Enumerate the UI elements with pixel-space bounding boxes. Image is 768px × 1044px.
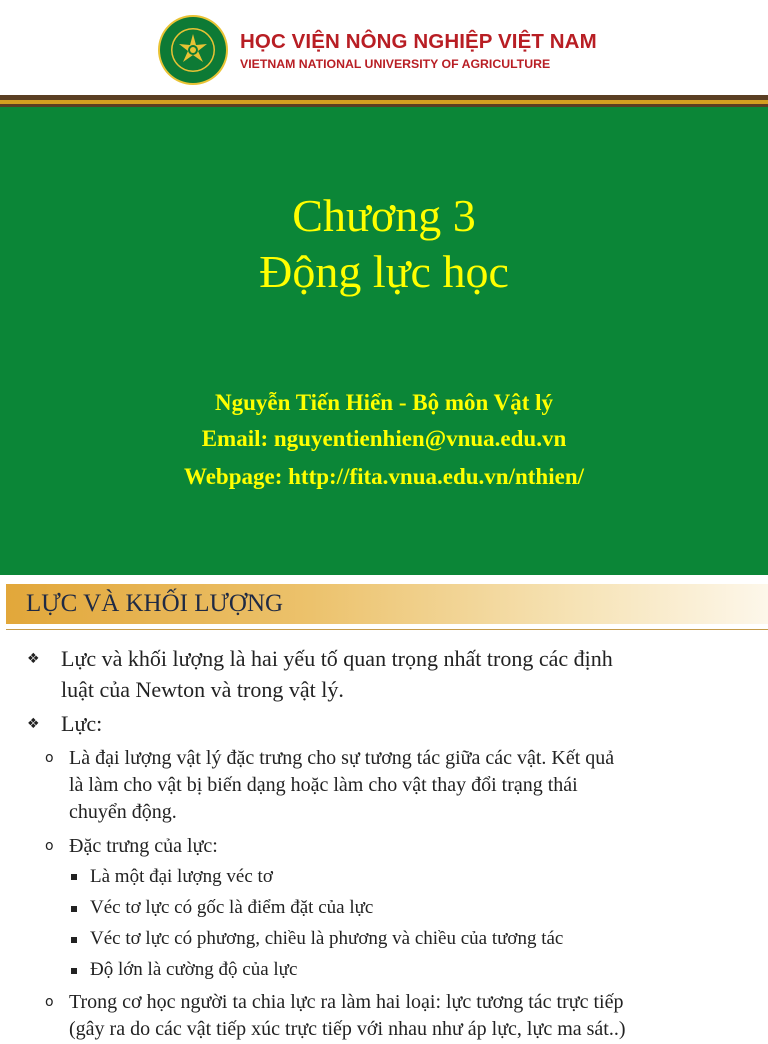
detail-line: Véc tơ lực có gốc là điểm đặt của lực [90, 897, 374, 918]
sub-paragraph-line: (gây ra do các vật tiếp xúc trực tiếp với nhau như áp lực, lực ma sát..) [69, 1018, 626, 1040]
sub-paragraph-line: chuyển động. [69, 801, 177, 823]
diamond-bullet-icon: ❖ [27, 651, 40, 667]
detail-line: Véc tơ lực có phương, chiều là phương và chiều của tương tác [90, 928, 564, 949]
diamond-bullet-icon: ❖ [27, 716, 40, 732]
square-bullet-icon [71, 968, 77, 974]
sub-paragraph-line: Trong cơ học người ta chia lực ra làm hai loại: lực tương tác trực tiếp [69, 991, 624, 1013]
chapter-number: Chương 3 [292, 190, 476, 241]
section-heading: LỰC VÀ KHỐI LƯỢNG [26, 590, 284, 617]
circle-bullet-icon: o [45, 994, 54, 1010]
university-name-vn: HỌC VIỆN NÔNG NGHIỆP VIỆT NAM [240, 30, 597, 53]
author-line: Nguyễn Tiến Hiển - Bộ môn Vật lý [214, 390, 554, 415]
sub-paragraph-line: Là đại lượng vật lý đặc trưng cho sự tương tác giữa các vật. Kết quả [69, 747, 615, 769]
paragraph-line: Lực và khối lượng là hai yếu tố quan trọng nhất trong các định [61, 646, 613, 671]
webpage-line[interactable]: Webpage: http://fita.vnua.edu.vn/nthien/ [183, 464, 585, 489]
paragraph-line: Lực: [61, 711, 103, 736]
detail-line: Độ lớn là cường độ của lực [90, 959, 298, 980]
square-bullet-icon [71, 906, 77, 912]
university-name-en: VIETNAM NATIONAL UNIVERSITY OF AGRICULTURE [240, 57, 551, 71]
detail-line: Là một đại lượng véc tơ [90, 866, 273, 887]
square-bullet-icon [71, 937, 77, 943]
chapter-title: Động lực học [259, 246, 509, 297]
paragraph-line: luật của Newton và trong vật lý. [61, 677, 344, 702]
sub-paragraph-line: Đặc trưng của lực: [69, 835, 218, 857]
circle-bullet-icon: o [45, 838, 54, 854]
circle-bullet-icon: o [45, 750, 54, 766]
email-line[interactable]: Email: nguyentienhien@vnua.edu.vn [201, 426, 567, 451]
sub-paragraph-line: là làm cho vật bị biến dạng hoặc làm cho vật thay đổi trạng thái [69, 774, 578, 796]
square-bullet-icon [71, 874, 77, 880]
